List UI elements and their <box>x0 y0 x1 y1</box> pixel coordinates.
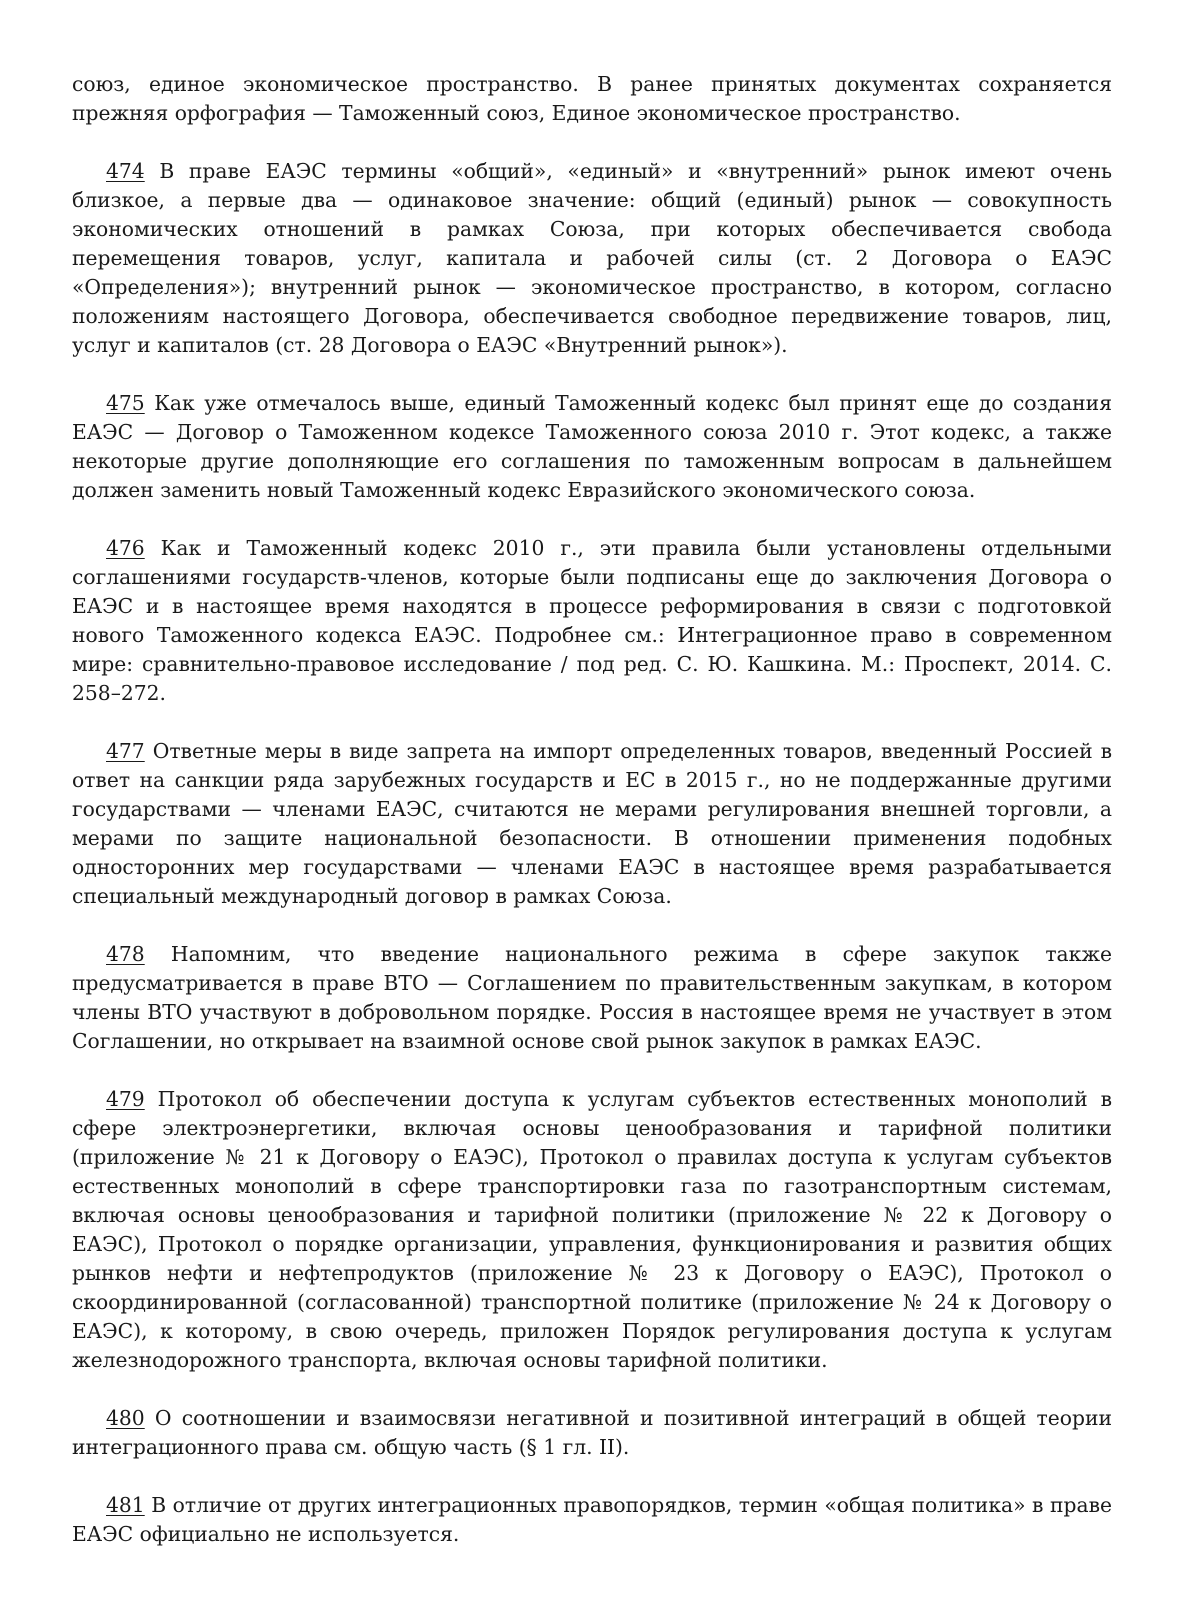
footnote-476 <box>72 534 1112 708</box>
footnote-number-link[interactable]: 474 <box>106 159 145 183</box>
footnote-text: Ответные меры в виде запрета на импорт определенных товаров, введенный Россией в ответ на санкции ряда зарубежных государств и ЕС в 2015 г., но не поддержанные другими государствами — членами ЕАЭС, считаются не мерами регулирования внешней торговли, а мерами по защите национальной безопасности. В отношении применения подобных односторонних мер государствами — членами ЕАЭС в настоящее время разрабатывается специальный международный договор в рамках Союза. <box>72 739 1112 908</box>
footnote-477 <box>72 737 1112 911</box>
footnote-text: Протокол об обеспечении доступа к услугам субъектов естественных монополий в сфере электроэнергетики, включая основы ценообразования и тарифной политики (приложение № 21 к Договору о ЕАЭС), Протокол о правилах доступа к услугам субъектов естественных монополий в сфере транспортировки газа по газотранспортным системам, включая основы ценообразования и тарифной политики (приложение № 22 к Договору о ЕАЭС), Протокол о порядке организации, управления, функционирования и развития общих рынков нефти и нефтепродуктов (приложение № 23 к Договору о ЕАЭС), Протокол о скоординированной (согласованной) транспортной политике (приложение № 24 к Договору о ЕАЭС), к которому, в свою очередь, приложен Порядок регулирования доступа к услугам железнодорожного транспорта, включая основы тарифной политики. <box>72 1087 1112 1372</box>
footnote-text: Как уже отмечалось выше, единый Таможенный кодекс был принят еще до создания ЕАЭС — Договор о Таможенном кодексе Таможенного союза 2010 г. Этот кодекс, а также некоторые другие дополняющие его соглашения по таможенным вопросам в дальнейшем должен заменить новый Таможенный кодекс Евразийского экономического союза. <box>72 391 1112 502</box>
footnote-number-link[interactable]: 480 <box>106 1406 145 1430</box>
footnote-number-link[interactable]: 476 <box>106 536 145 560</box>
footnote-480 <box>72 1404 1112 1462</box>
footnote-text: В отличие от других интеграционных правопорядков, термин «общая политика» в праве ЕАЭС официально не используется. <box>72 1493 1112 1546</box>
footnote-number-link[interactable]: 477 <box>106 739 145 763</box>
footnote-481 <box>72 1491 1112 1549</box>
footnote-number-link[interactable]: 479 <box>106 1087 145 1111</box>
footnote-text: Напомним, что введение национального режима в сфере закупок также предусматривается в праве ВТО — Соглашением по правительственным закупкам, в котором члены ВТО участвуют в добровольном порядке. Россия в настоящее время не участвует в этом Соглашении, но открывает на взаимной основе свой рынок закупок в рамках ЕАЭС. <box>72 942 1112 1053</box>
footnote-475 <box>72 389 1112 505</box>
footnote-number-link[interactable]: 475 <box>106 391 145 415</box>
footnote-474 <box>72 157 1112 360</box>
footnote-text: В праве ЕАЭС термины «общий», «единый» и «внутренний» рынок имеют очень близкое, а первые два — одинаковое значение: общий (единый) рынок — совокупность экономических отношений в рамках Союза, при которых обеспечивается свобода перемещения товаров, услуг, капитала и рабочей силы (ст. 2 Договора о ЕАЭС «Определения»); внутренний рынок — экономическое пространство, в котором, согласно положениям настоящего Договора, обеспечивается свободное передвижение товаров, лиц, услуг и капиталов (ст. 28 Договора о ЕАЭС «Внутренний рынок»). <box>72 159 1112 357</box>
footnote-text: О соотношении и взаимосвязи негативной и позитивной интеграций в общей теории интеграционного права см. общую часть (§ 1 гл. II). <box>72 1406 1112 1459</box>
footnote-478 <box>72 940 1112 1056</box>
footnote-479 <box>72 1085 1112 1375</box>
document-page <box>72 70 1112 1578</box>
footnote-number-link[interactable]: 481 <box>106 1493 145 1517</box>
intro-paragraph: союз, единое экономическое пространство. В ранее принятых документах сохраняется прежняя орфография — Таможенный союз, Единое экономическое пространство. <box>72 72 1112 125</box>
footnote-text: Как и Таможенный кодекс 2010 г., эти правила были установлены отдельными соглашениями государств-членов, которые были подписаны еще до заключения Договора о ЕАЭС и в настоящее время находятся в процессе реформирования в связи с подготовкой нового Таможенного кодекса ЕАЭС. Подробнее см.: Интеграционное право в современном мире: сравнительно-правовое исследование / под ред. С. Ю. Кашкина. М.: Проспект, 2014. С. 258–272. <box>72 536 1112 705</box>
footnote-number-link[interactable]: 478 <box>106 942 145 966</box>
